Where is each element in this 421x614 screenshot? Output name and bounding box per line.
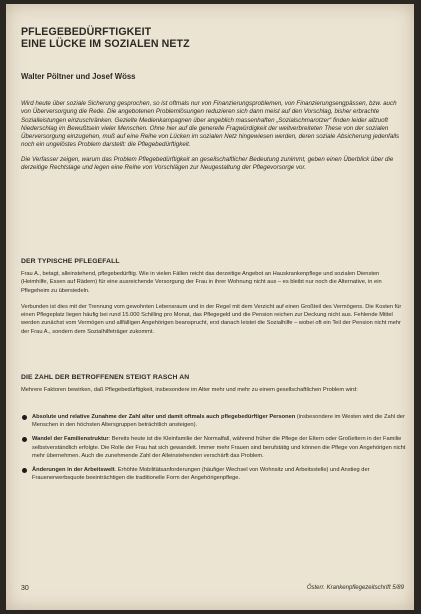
section1-body	[21, 270, 407, 336]
intro-paragraph-2: Die Verfasser zeigen, warum das Problem Pflegebedürftigkeit an gesellschaftlicher Bedeutung zunimmt, geben einen Überblick über die derzeitige Rechtslage und legen eine Reihe von Vorschlägen zur Neugestaltung der Pflegevorsorge vor.	[21, 155, 394, 172]
section1-paragraph-2: Verbunden ist dies mit der Trennung vom gewohnten Lebensraum und in der Regel mit dem Verzicht auf einen Großteil des Vermögens. Die Kosten für einen Pflegeplatz liegen häufig bei rund 15.000 Schilling pro Monat, das Pflegegeld und die Pension reichen zur Deckung nicht aus. Fehlende Mittel werden zunächst vom Vermögen und allfälligen Angehörigen beansprucht, erst danach leistet die Sozialhilfe – wobei oft ein Teil der Pension nicht mehr der Frau A., sondern dem Sozialhilfeträger zukommt.	[21, 303, 402, 335]
section2-lead	[21, 386, 407, 394]
list-item-text: : Bereits heute ist die Kleinfamilie der Normalfall, während früher die Pflege der Eltern oder Großeltern in der Familie selbstverständlich erfolgte. Die Rolle der Frau hat sich gewandelt. Immer mehr Frauen sind berufstätig und können die Pflege von Angehörigen nicht mehr übernehmen. Auch die zunehmende Zahl der Alleinstehenden verschärft das Problem.	[32, 436, 406, 459]
list-item	[21, 413, 407, 429]
list-item	[21, 466, 407, 482]
journal-name: Österr. Krankenpflegezeitschrift 5/89	[306, 585, 404, 591]
list-item	[21, 435, 407, 460]
list-item-bold: Wandel der Familienstruktur	[32, 436, 109, 443]
section2-lead-text: Mehrere Faktoren bewirken, daß Pflegebedürftigkeit, insbesondere im Alter mehr und mehr zu einem gesellschaftlichen Problem wird:	[21, 387, 358, 393]
bullet-icon	[22, 468, 27, 473]
document-page	[6, 4, 414, 610]
article-intro	[21, 100, 407, 178]
section-heading-typical-case: DER TYPISCHE PFLEGEFALL	[21, 258, 120, 265]
title-line-1: PFLEGEBEDÜRFTIGKEIT	[21, 26, 152, 38]
bullet-icon	[22, 437, 27, 442]
list-item-bold: Änderungen in der Arbeitswelt	[32, 467, 115, 474]
article-authors: Walter Pöltner und Josef Wöss	[21, 72, 136, 81]
article-title	[21, 26, 401, 50]
page-number: 30	[21, 585, 29, 592]
factor-list	[21, 413, 407, 488]
list-item-text: (insbesondere im Westen wird die Zahl der Menschen in den höchsten Altersgruppen beträchtlich ansteigen).	[32, 414, 405, 429]
list-item-bold: Absolute und relative Zunahme der Zahl alter und damit oftmals auch pflegebedürftiger Personen	[32, 414, 296, 420]
intro-paragraph-1: Wird heute über soziale Sicherung gesprochen, so ist oftmals nur von Finanzierungsproblemen, von Finanzierungsengpässen, bzw. auch von Überversorgung die Rede. Die angebotenen Problemlösungen reduzieren sich dann meist auf den Vorschlag, bisher erbrachte Sozialleistungen einzuschränken. Gezielte Medienkampagnen über angeblich massenhaften „Sozialschmarotzer“ finden leider allzuoft Niederschlag im Bewußtsein vieler Menschen. Ohne hier auf die generelle Fragwürdigkeit der weitverbreiteten These von der sozialen Überversorgung einzugehen, muß auf eine Reihe von Lücken im sozialen Netz hingewiesen werden, deren soziale Absicherung jedenfalls noch ein ungelöstes Problem darstellt: die Pflegebedürftigkeit.	[21, 100, 400, 149]
bullet-icon	[22, 415, 27, 420]
list-item-text: . Erhöhte Mobilitätsanforderungen (häufiger Wechsel von Wohnsitz und Arbeitsstelle) und Anstieg der Frauenerwerbsquote beeinträchtigen die traditionelle Form der Angehörigenpflege.	[32, 467, 370, 482]
section1-paragraph-1: Frau A., betagt, alleinstehend, pflegebedürftig. Wie in vielen Fällen reicht das derzeitige Angebot an Hauskrankenpflege und sozialen Diensten (Heimhilfe, Essen auf Rädern) für eine ausreichende Versorgung der Frau in ihrer Wohnung nicht aus – es bleibt nur noch die Alternative, in ein Pflegeheim zu übersiedeln.	[21, 271, 382, 294]
section-heading-rising-numbers: DIE ZAHL DER BETROFFENEN STEIGT RASCH AN	[21, 374, 190, 381]
title-line-2: EINE LÜCKE IM SOZIALEN NETZ	[21, 38, 190, 50]
